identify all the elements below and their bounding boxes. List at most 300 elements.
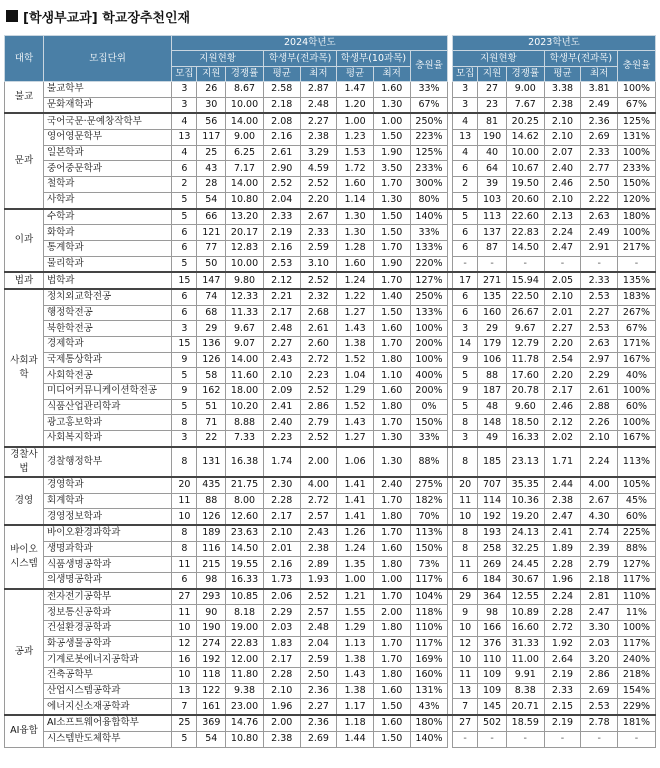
value-2023-cell: 2.24	[544, 225, 581, 241]
value-2024-cell: 9	[172, 352, 197, 368]
value-2024-cell: 1.60	[373, 541, 410, 557]
value-2024-cell: 6	[172, 161, 197, 177]
value-2024-cell: 7.17	[226, 161, 264, 177]
value-2024-cell: 5	[172, 192, 197, 208]
value-2024-cell: 4	[172, 145, 197, 161]
value-2024-cell: 2.08	[263, 113, 300, 129]
value-2023-cell: 2.64	[544, 652, 581, 668]
value-2024-cell: 2.43	[300, 525, 337, 541]
value-2024-cell: 2.40	[373, 477, 410, 493]
value-2024-cell: 180%	[410, 715, 448, 731]
value-2023-cell: 17.60	[506, 368, 544, 384]
value-2023-cell: 3	[453, 82, 478, 98]
value-2023-cell: 185	[478, 447, 507, 477]
value-2024-cell: 3	[172, 321, 197, 337]
ten-min-2024: 최저	[373, 67, 410, 82]
value-2024-cell: 1.50	[373, 130, 410, 146]
value-2023-cell: 2.02	[544, 431, 581, 447]
value-2023-cell: 145	[478, 699, 507, 715]
value-2024-cell: 1.40	[373, 289, 410, 305]
department-cell: 국제통상학과	[43, 352, 171, 368]
college-cell: 불교	[5, 82, 44, 114]
college-cell: 법과	[5, 272, 44, 289]
value-2024-cell: 113%	[410, 525, 448, 541]
value-2023-cell: 9.91	[506, 668, 544, 684]
value-2023-cell: 8	[453, 541, 478, 557]
value-2024-cell: 2.10	[263, 525, 300, 541]
value-2023-cell: 229%	[617, 699, 655, 715]
value-2024-cell: 14.00	[226, 113, 264, 129]
value-2024-cell: 88	[197, 493, 226, 509]
department-cell: 북한학전공	[43, 321, 171, 337]
value-2024-cell: 22	[197, 431, 226, 447]
value-2024-cell: 1.04	[337, 368, 374, 384]
value-2024-cell: 11.80	[226, 668, 264, 684]
value-2024-cell: 1.23	[337, 130, 374, 146]
value-2024-cell: 223%	[410, 130, 448, 146]
value-2024-cell: 1.47	[337, 82, 374, 98]
value-2024-cell: 19.00	[226, 621, 264, 637]
value-2024-cell: 2.27	[263, 337, 300, 353]
value-2023-cell: 2.97	[581, 352, 618, 368]
value-2023-cell: 3	[453, 97, 478, 113]
value-2024-cell: 6.25	[226, 145, 264, 161]
value-2023-cell: 2.61	[581, 384, 618, 400]
value-2024-cell: 2.48	[263, 321, 300, 337]
value-2023-cell: 10.00	[506, 145, 544, 161]
value-2023-cell: 10.36	[506, 493, 544, 509]
value-2023-cell: 22.83	[506, 225, 544, 241]
value-2024-cell: 2.52	[263, 177, 300, 193]
value-2024-cell: 33%	[410, 82, 448, 98]
value-2024-cell: 1.38	[337, 337, 374, 353]
value-2023-cell: 2.38	[544, 493, 581, 509]
value-2024-cell: 1.43	[337, 415, 374, 431]
value-2024-cell: 150%	[410, 541, 448, 557]
value-2023-cell: 45%	[617, 493, 655, 509]
value-2024-cell: 1.74	[263, 447, 300, 477]
value-2023-cell: 32.25	[506, 541, 544, 557]
value-2023-cell: 2.12	[544, 415, 581, 431]
value-2023-cell: 22.60	[506, 209, 544, 225]
value-2024-cell: 7.33	[226, 431, 264, 447]
value-2024-cell: 2.17	[263, 509, 300, 525]
table-row	[5, 683, 656, 699]
value-2024-cell: 98	[197, 572, 226, 588]
value-2024-cell: 2.52	[300, 272, 337, 289]
value-2023-cell: 14.50	[506, 240, 544, 256]
value-2023-cell: 5	[453, 368, 478, 384]
value-2024-cell: 2.01	[263, 541, 300, 557]
value-2023-cell: 2.10	[544, 289, 581, 305]
value-2024-cell: 110%	[410, 621, 448, 637]
value-2023-cell: 1.96	[544, 572, 581, 588]
value-2023-cell: 2.88	[581, 399, 618, 415]
value-2023-cell: 60%	[617, 399, 655, 415]
page-title	[6, 6, 190, 26]
value-2024-cell: 2.03	[263, 621, 300, 637]
value-2023-cell: 6	[453, 161, 478, 177]
square-bullet-icon	[6, 10, 18, 22]
value-2023-cell: 10	[453, 621, 478, 637]
value-2024-cell: 12.83	[226, 240, 264, 256]
value-2023-cell: 20.60	[506, 192, 544, 208]
value-2024-cell: 150%	[410, 415, 448, 431]
value-2023-cell: 87	[478, 240, 507, 256]
value-2023-cell: 2.19	[544, 668, 581, 684]
value-2024-cell: 12.33	[226, 289, 264, 305]
value-2024-cell: 400%	[410, 368, 448, 384]
value-2024-cell: 2.60	[300, 337, 337, 353]
value-2024-cell: 33%	[410, 225, 448, 241]
department-cell: 경영학과	[43, 477, 171, 493]
value-2024-cell: 1.06	[337, 447, 374, 477]
value-2023-cell: 258	[478, 541, 507, 557]
department-cell: 행정학전공	[43, 305, 171, 321]
value-2024-cell: 192	[197, 652, 226, 668]
value-2023-cell: 11.78	[506, 352, 544, 368]
value-2023-cell: 707	[478, 477, 507, 493]
value-2023-cell: 17	[453, 272, 478, 289]
table-row	[5, 368, 656, 384]
value-2024-cell: 2.19	[263, 225, 300, 241]
table-row	[5, 82, 656, 98]
value-2024-cell: 2.86	[300, 399, 337, 415]
value-2023-cell: 35.35	[506, 477, 544, 493]
value-2024-cell: 1.90	[373, 256, 410, 272]
table-row	[5, 161, 656, 177]
value-2024-cell: 4	[172, 113, 197, 129]
value-2024-cell: 2.00	[300, 447, 337, 477]
value-2024-cell: 2.48	[300, 97, 337, 113]
college-cell: 문과	[5, 113, 44, 208]
department-cell: 사회학전공	[43, 368, 171, 384]
value-2023-cell: 2.49	[581, 225, 618, 241]
table-row	[5, 541, 656, 557]
value-2024-cell: 10.80	[226, 731, 264, 747]
value-2024-cell: 233%	[410, 161, 448, 177]
value-2023-cell: 11	[453, 668, 478, 684]
value-2023-cell: 24.45	[506, 557, 544, 573]
table-row	[5, 272, 656, 289]
value-2023-cell: 20.25	[506, 113, 544, 129]
value-2023-cell: 13	[453, 130, 478, 146]
table-row	[5, 240, 656, 256]
value-2023-cell: 167%	[617, 352, 655, 368]
applicants-2024: 지원	[197, 67, 226, 82]
value-2023-cell: 6	[453, 289, 478, 305]
value-2023-cell: 7.67	[506, 97, 544, 113]
value-2023-cell: 2.49	[581, 97, 618, 113]
value-2024-cell: 2.61	[263, 145, 300, 161]
table-row	[5, 321, 656, 337]
value-2024-cell: 20.17	[226, 225, 264, 241]
value-2024-cell: 2.52	[300, 177, 337, 193]
college-cell: 경영	[5, 477, 44, 525]
value-2024-cell: 2.59	[300, 240, 337, 256]
value-2024-cell: 136	[197, 337, 226, 353]
value-2023-cell: 98	[478, 605, 507, 621]
value-2023-cell: 150%	[617, 177, 655, 193]
department-cell: 통계학과	[43, 240, 171, 256]
fill-2023: 충원율	[617, 51, 655, 82]
value-2024-cell: 12.60	[226, 509, 264, 525]
value-2024-cell: 2.17	[263, 652, 300, 668]
value-2024-cell: 1.60	[373, 321, 410, 337]
value-2023-cell: 4	[453, 113, 478, 129]
value-2023-cell: 12.79	[506, 337, 544, 353]
value-2024-cell: 10.00	[226, 97, 264, 113]
department-cell: 회계학과	[43, 493, 171, 509]
value-2023-cell: 26.67	[506, 305, 544, 321]
value-2024-cell: 10.00	[226, 256, 264, 272]
value-2024-cell: 6	[172, 305, 197, 321]
department-cell: 정보통신공학과	[43, 605, 171, 621]
major-avg-2024: 평균	[263, 67, 300, 82]
value-2023-cell: 8	[453, 447, 478, 477]
department-cell: 경제학과	[43, 337, 171, 353]
value-2024-cell: 1.20	[337, 97, 374, 113]
value-2024-cell: 2.10	[263, 368, 300, 384]
department-cell: 영어영문학부	[43, 130, 171, 146]
college-cell: 공과	[5, 589, 44, 716]
value-2024-cell: 2.16	[263, 240, 300, 256]
value-2023-cell: 4	[453, 145, 478, 161]
value-2024-cell: 1.30	[373, 447, 410, 477]
value-2024-cell: 23.63	[226, 525, 264, 541]
value-2023-cell: 11	[453, 493, 478, 509]
value-2023-cell: 3.30	[581, 621, 618, 637]
value-2023-cell: 10.67	[506, 161, 544, 177]
value-2023-cell: 14.62	[506, 130, 544, 146]
value-2024-cell: 2.23	[263, 431, 300, 447]
value-2023-cell: 2.47	[581, 605, 618, 621]
value-2024-cell: 9	[172, 384, 197, 400]
value-2024-cell: 51	[197, 399, 226, 415]
value-2023-cell: 502	[478, 715, 507, 731]
value-2024-cell: 10	[172, 668, 197, 684]
value-2023-cell: 269	[478, 557, 507, 573]
value-2023-cell: 8.38	[506, 683, 544, 699]
value-2023-cell: 18.50	[506, 415, 544, 431]
value-2023-cell: 2.63	[581, 337, 618, 353]
value-2023-cell: 218%	[617, 668, 655, 684]
department-cell: 법학과	[43, 272, 171, 289]
value-2023-cell: 29	[453, 589, 478, 605]
value-2023-cell: 23.13	[506, 447, 544, 477]
value-2023-cell: 167%	[617, 431, 655, 447]
value-2023-cell: 114	[478, 493, 507, 509]
value-2023-cell: 9	[453, 384, 478, 400]
value-2024-cell: 2.23	[300, 368, 337, 384]
value-2023-cell: 11%	[617, 605, 655, 621]
value-2024-cell: 2.38	[300, 130, 337, 146]
value-2024-cell: 104%	[410, 589, 448, 605]
value-2024-cell: 1.80	[373, 668, 410, 684]
table-row	[5, 509, 656, 525]
value-2023-cell: 8	[453, 415, 478, 431]
value-2024-cell: 1.27	[337, 305, 374, 321]
value-2024-cell: 14.00	[226, 352, 264, 368]
value-2023-cell: 2.50	[581, 177, 618, 193]
value-2023-cell: 187	[478, 384, 507, 400]
value-2024-cell: 11.60	[226, 368, 264, 384]
value-2024-cell: 1.72	[337, 161, 374, 177]
value-2024-cell: 100%	[410, 352, 448, 368]
value-2024-cell: 293	[197, 589, 226, 605]
value-2024-cell: 1.70	[373, 652, 410, 668]
value-2023-cell: 100%	[617, 145, 655, 161]
value-2024-cell: 2.17	[263, 305, 300, 321]
value-2023-cell: 10	[453, 509, 478, 525]
value-2023-cell: 2.01	[544, 305, 581, 321]
value-2024-cell: 161	[197, 699, 226, 715]
value-2024-cell: 8	[172, 415, 197, 431]
value-2024-cell: 121	[197, 225, 226, 241]
value-2024-cell: 29	[197, 321, 226, 337]
value-2024-cell: 7	[172, 699, 197, 715]
value-2023-cell: 160	[478, 305, 507, 321]
value-2024-cell: 1.10	[373, 368, 410, 384]
value-2024-cell: 10.80	[226, 192, 264, 208]
value-2024-cell: 1.80	[373, 621, 410, 637]
value-2024-cell: 33%	[410, 431, 448, 447]
department-cell: 식품산업관리학과	[43, 399, 171, 415]
value-2023-cell: 16.33	[506, 431, 544, 447]
value-2024-cell: 131%	[410, 683, 448, 699]
value-2024-cell: 162	[197, 384, 226, 400]
value-2023-cell: 171%	[617, 337, 655, 353]
status-2024: 지원현황	[172, 51, 264, 67]
value-2023-cell: 2.69	[581, 130, 618, 146]
value-2023-cell: 117%	[617, 636, 655, 652]
value-2024-cell: 11	[172, 557, 197, 573]
value-2023-cell: 166	[478, 621, 507, 637]
value-2023-cell: 15.94	[506, 272, 544, 289]
value-2024-cell: 2.06	[263, 589, 300, 605]
value-2023-cell: 48	[478, 399, 507, 415]
value-2024-cell: 1.17	[337, 699, 374, 715]
value-2024-cell: 1.41	[337, 477, 374, 493]
value-2024-cell: 1.96	[263, 699, 300, 715]
value-2023-cell: 148	[478, 415, 507, 431]
department-cell: 생명과학과	[43, 541, 171, 557]
value-2023-cell: 2.39	[581, 541, 618, 557]
value-2024-cell: 1.70	[373, 272, 410, 289]
value-2023-cell: 225%	[617, 525, 655, 541]
table-row	[5, 256, 656, 272]
department-cell: AI소프트웨어융합학부	[43, 715, 171, 731]
value-2024-cell: 1.14	[337, 192, 374, 208]
value-2023-cell: 2.24	[581, 447, 618, 477]
value-2024-cell: 1.60	[337, 256, 374, 272]
value-2024-cell: 16.38	[226, 447, 264, 477]
value-2024-cell: 2.00	[373, 605, 410, 621]
value-2024-cell: 1.13	[337, 636, 374, 652]
value-2023-cell: 16.60	[506, 621, 544, 637]
value-2024-cell: 13	[172, 130, 197, 146]
value-2024-cell: 50	[197, 256, 226, 272]
value-2024-cell: 90	[197, 605, 226, 621]
value-2023-cell: 2.67	[581, 493, 618, 509]
value-2023-cell: 88%	[617, 541, 655, 557]
value-2023-cell: 2.91	[581, 240, 618, 256]
value-2024-cell: 1.90	[373, 145, 410, 161]
applicants-2023: 지원	[478, 67, 507, 82]
value-2024-cell: 274	[197, 636, 226, 652]
value-2024-cell: 1.30	[337, 225, 374, 241]
department-cell: 수학과	[43, 209, 171, 225]
value-2024-cell: 1.21	[337, 589, 374, 605]
table-row	[5, 192, 656, 208]
value-2024-cell: 1.38	[337, 683, 374, 699]
value-2023-cell: 10	[453, 652, 478, 668]
value-2024-cell: 22.83	[226, 636, 264, 652]
value-2023-cell: 2.63	[581, 209, 618, 225]
value-2024-cell: 2.27	[300, 699, 337, 715]
value-2023-cell: 2.41	[544, 525, 581, 541]
value-2024-cell: 2.61	[300, 321, 337, 337]
value-2023-cell: 22.50	[506, 289, 544, 305]
value-2023-cell: 23	[478, 97, 507, 113]
department-cell: 시스템반도체학부	[43, 731, 171, 747]
value-2024-cell: 1.30	[373, 431, 410, 447]
department-cell: 식품생명공학과	[43, 557, 171, 573]
department-cell: 문화재학과	[43, 97, 171, 113]
value-2023-cell: 2.10	[544, 192, 581, 208]
value-2024-cell: 1.60	[373, 683, 410, 699]
value-2024-cell: 19.55	[226, 557, 264, 573]
value-2024-cell: 0%	[410, 399, 448, 415]
value-2024-cell: 2.89	[300, 557, 337, 573]
admission-table	[4, 35, 656, 748]
value-2024-cell: 10.85	[226, 589, 264, 605]
value-2023-cell: 9.00	[506, 82, 544, 98]
value-2024-cell: 12.00	[226, 652, 264, 668]
value-2023-cell: 6	[453, 240, 478, 256]
value-2023-cell: 81	[478, 113, 507, 129]
value-2023-cell: 27	[453, 715, 478, 731]
value-2023-cell: 30.67	[506, 572, 544, 588]
table-row	[5, 447, 656, 477]
major-min-2023: 최저	[581, 67, 618, 82]
value-2024-cell: 43%	[410, 699, 448, 715]
recruit-2024: 모집	[172, 67, 197, 82]
table-row	[5, 130, 656, 146]
department-cell: 정치외교학전공	[43, 289, 171, 305]
value-2024-cell: 1.29	[337, 621, 374, 637]
major-avg-2023: 평균	[544, 67, 581, 82]
value-2024-cell: 9.38	[226, 683, 264, 699]
value-2023-cell: 103	[478, 192, 507, 208]
value-2024-cell: 2.28	[263, 493, 300, 509]
value-2023-cell: 2.47	[544, 240, 581, 256]
value-2024-cell: 5	[172, 256, 197, 272]
value-2024-cell: 2.59	[300, 652, 337, 668]
value-2023-cell: 2.46	[544, 399, 581, 415]
value-2024-cell: 9.07	[226, 337, 264, 353]
value-2023-cell: 183%	[617, 289, 655, 305]
value-2024-cell: 56	[197, 113, 226, 129]
value-2024-cell: 1.29	[337, 384, 374, 400]
value-2023-cell: 49	[478, 431, 507, 447]
value-2023-cell: 267%	[617, 305, 655, 321]
value-2023-cell: 2.53	[581, 289, 618, 305]
value-2024-cell: 28	[197, 177, 226, 193]
value-2023-cell: -	[581, 731, 618, 747]
value-2023-cell: -	[617, 731, 655, 747]
major-min-2024: 최저	[300, 67, 337, 82]
